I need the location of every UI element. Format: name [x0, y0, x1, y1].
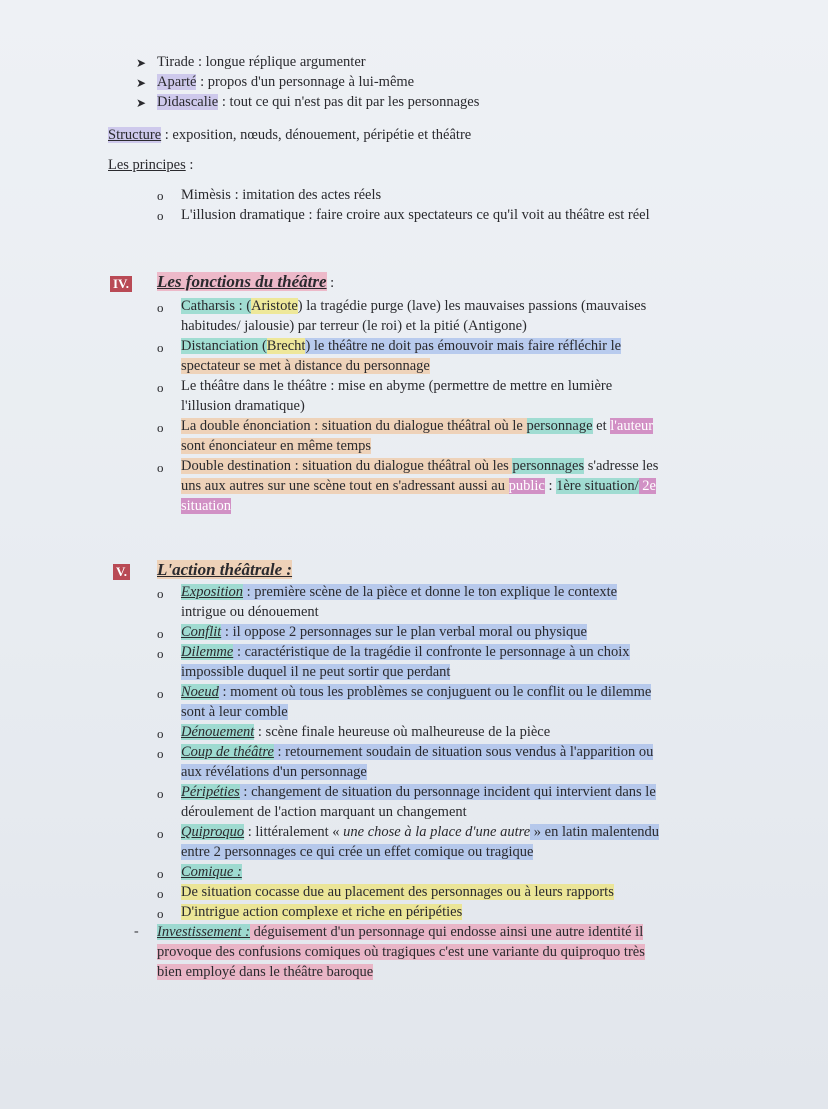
noeud-term: Noeud — [181, 684, 219, 700]
public-text: public — [508, 478, 545, 494]
section4-colon: : — [326, 275, 335, 291]
peripeties-def-2: déroulement de l'action marquant un changement — [181, 804, 467, 820]
didascalie-line — [157, 92, 479, 112]
denouement-def: : scène finale heureuse où malheureuse de la pièce — [254, 724, 551, 740]
mimesis-line — [181, 185, 381, 205]
denouement-term: Dénouement — [181, 724, 255, 740]
quiproquo-def: : littéralement « — [244, 824, 344, 840]
principes-colon: : — [185, 157, 194, 173]
aparte-line — [157, 72, 414, 92]
illusion-text: L'illusion dramatique : faire croire aux spectateurs ce qu'il voit au théâtre est réel — [181, 207, 650, 223]
dilemme-line-2 — [181, 662, 450, 682]
aparte-def: : propos d'un personnage à lui-même — [196, 74, 415, 90]
circle-bullet-icon: o — [157, 906, 164, 921]
tirade-text: Tirade : longue réplique argumenter — [157, 54, 366, 70]
investissement-line-2 — [157, 942, 645, 962]
circle-bullet-icon: o — [157, 866, 164, 881]
exposition-term: Exposition — [181, 584, 244, 600]
intrigue-def: D'intrigue action complexe et riche en péripéties — [181, 904, 463, 920]
double-destination-def: Double destination : situation du dialogue théâtral où les — [181, 458, 513, 474]
conflit-def: : il oppose 2 personnages sur le plan verbal moral ou physique — [221, 624, 587, 640]
circle-bullet-icon: o — [157, 300, 164, 315]
circle-bullet-icon: o — [157, 208, 164, 223]
section5-title — [157, 560, 292, 581]
section5-title-text: L'action théâtrale : — [157, 560, 293, 579]
dilemme-term: Dilemme — [181, 644, 234, 660]
quiproquo-quote: une chose à la place d'une autre — [343, 824, 531, 840]
investissement-line-3 — [157, 962, 373, 982]
second-situation-text: 2e — [638, 478, 656, 494]
illusion-line — [181, 205, 650, 225]
double-enonciation-line — [181, 416, 653, 436]
circle-bullet-icon: o — [157, 786, 164, 801]
aristote-text: Aristote — [251, 298, 298, 314]
conflit-term: Conflit — [181, 624, 222, 640]
investissement-term: Investissement : — [157, 924, 251, 940]
principes-term: Les principes — [108, 157, 186, 173]
quiproquo-def-b: » en latin malentendu — [530, 824, 660, 840]
situation-text: situation — [181, 498, 231, 514]
conflit-line — [181, 622, 587, 642]
first-situation-text: 1ère situation/ — [556, 478, 639, 494]
distanciation-term: Distanciation ( — [181, 338, 267, 354]
theatre-dans-line-2 — [181, 396, 305, 416]
theatre-dans-text: Le théâtre dans le théâtre : mise en abyme (permettre de mettre en lumière — [181, 378, 613, 394]
exposition-def: : première scène de la pièce et donne le ton explique le contexte — [243, 584, 618, 600]
dilemme-line — [181, 642, 630, 662]
circle-bullet-icon: o — [157, 686, 164, 701]
peripeties-term: Péripéties — [181, 784, 240, 800]
double-destination-line-2 — [181, 476, 656, 496]
double-enonciation-et: et — [592, 418, 611, 434]
quiproquo-def-2: entre 2 personnages ce qui crée un effet comique ou tragique — [181, 844, 534, 860]
circle-bullet-icon: o — [157, 886, 164, 901]
brecht-text: Brecht — [266, 338, 306, 354]
section-numeral: V. — [113, 564, 130, 580]
intrigue-line — [181, 902, 462, 922]
double-destination-line-3 — [181, 496, 231, 516]
circle-bullet-icon: o — [157, 726, 164, 741]
noeud-line — [181, 682, 651, 702]
arrow-bullet-icon: ➤ — [136, 96, 147, 110]
section4-title — [157, 272, 334, 293]
personnage-text: personnage — [526, 418, 593, 434]
circle-bullet-icon: o — [157, 746, 164, 761]
personnages-text: personnages — [512, 458, 585, 474]
comique-term: Comique : — [181, 864, 242, 880]
structure-def: : exposition, nœuds, dénouement, péripétie et théâtre — [161, 127, 472, 143]
circle-bullet-icon: o — [157, 420, 164, 435]
theatre-dans-text-2: l'illusion dramatique) — [181, 398, 305, 414]
double-destination-def-2: uns aux autres sur une scène tout en s'adressant aussi au — [181, 478, 509, 494]
noeud-line-2 — [181, 702, 288, 722]
double-enonciation-def-2: sont énonciateur en même temps — [181, 438, 372, 454]
double-enonciation-def: La double énonciation : situation du dialogue théâtral où le — [181, 418, 527, 434]
quiproquo-term: Quiproquo — [181, 824, 245, 840]
circle-bullet-icon: o — [157, 460, 164, 475]
double-destination-line — [181, 456, 658, 476]
peripeties-def: : changement de situation du personnage incident qui intervient dans le — [239, 784, 656, 800]
section-numeral: IV. — [110, 276, 132, 292]
situation-def: De situation cocasse due au placement des personnages ou à leurs rapports — [181, 884, 614, 900]
double-enonciation-line-2 — [181, 436, 371, 456]
exposition-line-2 — [181, 602, 319, 622]
catharsis-term: Catharsis : ( — [181, 298, 252, 314]
tirade-line — [157, 52, 366, 72]
catharsis-def: ) la tragédie purge (lave) les mauvaises passions (mauvaises — [297, 298, 647, 314]
dash-bullet-icon: - — [134, 924, 139, 939]
peripeties-line — [181, 782, 656, 802]
circle-bullet-icon: o — [157, 188, 164, 203]
aparte-term: Aparté — [157, 74, 197, 90]
circle-bullet-icon: o — [157, 626, 164, 641]
peripeties-line-2 — [181, 802, 467, 822]
exposition-def-2: intrigue ou dénouement — [181, 604, 319, 620]
circle-bullet-icon: o — [157, 380, 164, 395]
theatre-dans-line — [181, 376, 612, 396]
investissement-def-3: bien employé dans le théâtre baroque — [157, 964, 374, 980]
didascalie-def: : tout ce qui n'est pas dit par les personnages — [218, 94, 480, 110]
dilemme-def: : caractéristique de la tragédie il confronte le personnage à un choix — [233, 644, 630, 660]
distanciation-line-2 — [181, 356, 430, 376]
noeud-def: : moment où tous les problèmes se conjuguent ou le conflit ou le dilemme — [218, 684, 652, 700]
section4-title-text: Les fonctions du théâtre — [157, 272, 327, 291]
double-destination-colon: : — [544, 478, 557, 494]
coup-de-theatre-line-2 — [181, 762, 367, 782]
investissement-def-2: provoque des confusions comiques où tragiques c'est une variante du quiproquo très — [157, 944, 645, 960]
circle-bullet-icon: o — [157, 586, 164, 601]
noeud-def-2: sont à leur comble — [181, 704, 288, 720]
catharsis-line-2 — [181, 316, 527, 336]
didascalie-term: Didascalie — [157, 94, 219, 110]
coup-de-theatre-def: : retournement soudain de situation sous vendus à l'apparition ou — [273, 744, 654, 760]
double-destination-def-b: s'adresse les — [584, 458, 659, 474]
comique-line — [181, 862, 242, 882]
situation-line — [181, 882, 614, 902]
quiproquo-line-2 — [181, 842, 533, 862]
coup-de-theatre-line — [181, 742, 653, 762]
distanciation-line — [181, 336, 621, 356]
investissement-def: déguisement d'un personnage qui endosse ainsi une autre identité il — [250, 924, 644, 940]
circle-bullet-icon: o — [157, 826, 164, 841]
circle-bullet-icon: o — [157, 646, 164, 661]
quiproquo-line — [181, 822, 659, 842]
auteur-text: l'auteur — [610, 418, 654, 434]
distanciation-def: ) le théâtre ne doit pas émouvoir mais faire réfléchir le — [305, 338, 622, 354]
structure-term: Structure — [108, 127, 162, 143]
principes-heading — [108, 155, 193, 175]
coup-de-theatre-def-2: aux révélations d'un personnage — [181, 764, 367, 780]
coup-de-theatre-term: Coup de théâtre — [181, 744, 274, 760]
arrow-bullet-icon: ➤ — [136, 56, 147, 70]
investissement-line — [157, 922, 643, 942]
distanciation-def-2: spectateur se met à distance du personnage — [181, 358, 430, 374]
mimesis-text: Mimèsis : imitation des actes réels — [181, 187, 382, 203]
structure-line — [108, 125, 471, 145]
exposition-line — [181, 582, 617, 602]
circle-bullet-icon: o — [157, 340, 164, 355]
dilemme-def-2: impossible duquel il ne peut sortir que perdant — [181, 664, 451, 680]
arrow-bullet-icon: ➤ — [136, 76, 147, 90]
catharsis-def-2: habitudes/ jalousie) par terreur (le roi) et la pitié (Antigone) — [181, 318, 527, 334]
denouement-line — [181, 722, 550, 742]
catharsis-line — [181, 296, 646, 316]
